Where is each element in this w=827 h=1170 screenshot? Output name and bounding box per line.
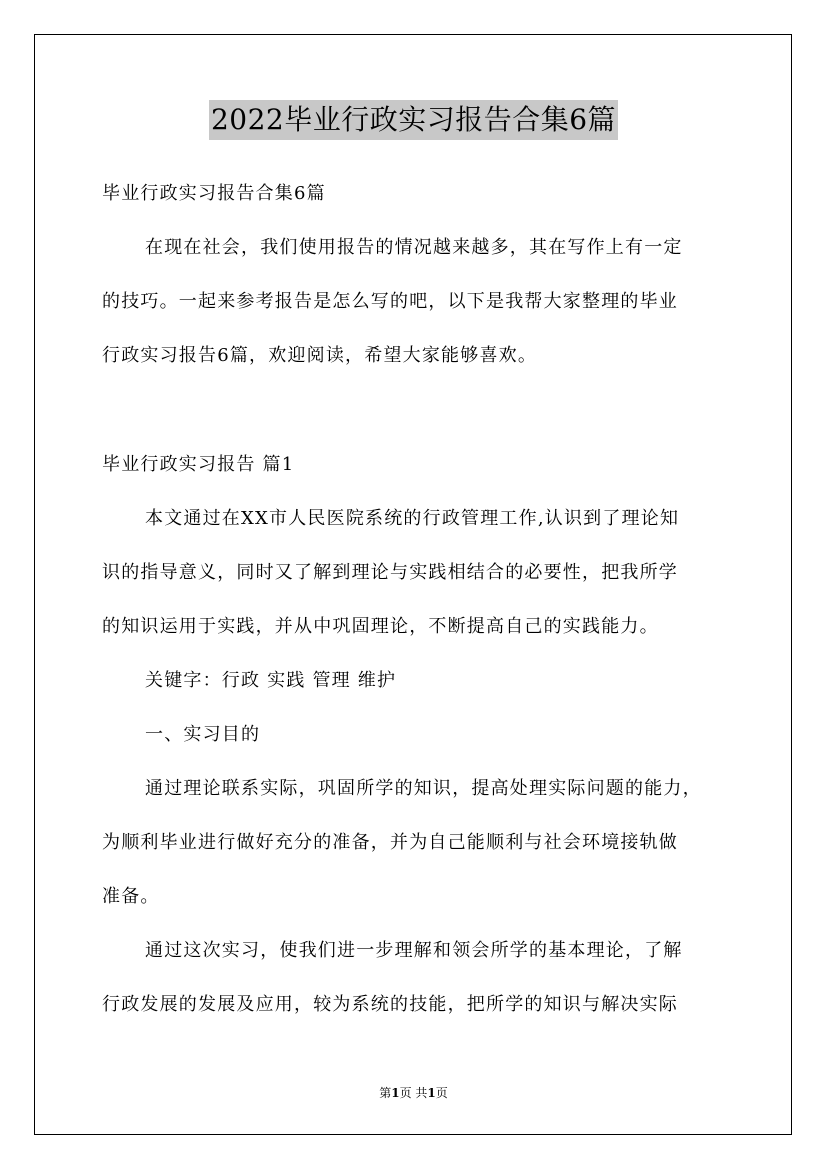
subheading-line: 一、实习目的 xyxy=(145,724,261,745)
document-title: 2022毕业行政实习报告合集6篇 xyxy=(209,100,618,140)
section-heading: 毕业行政实习报告 篇1 xyxy=(102,454,295,475)
footer-prefix: 第 xyxy=(379,1086,392,1100)
keywords-line: 关键字：行政 实践 管理 维护 xyxy=(145,670,397,691)
footer-page-number: 1 xyxy=(391,1086,400,1100)
title-container xyxy=(0,100,827,140)
paragraph-line: 本文通过在XX市人民医院系统的行政管理工作,认识到了理论知 xyxy=(145,508,680,529)
subtitle-line: 毕业行政实习报告合集6篇 xyxy=(102,183,326,204)
paragraph-line: 准备。 xyxy=(102,886,160,907)
paragraph-line: 通过这次实习，使我们进一步理解和领会所学的基本理论，了解 xyxy=(145,940,683,961)
paragraph-line: 的技巧。一起来参考报告是怎么写的吧，以下是我帮大家整理的毕业 xyxy=(102,291,678,312)
paragraph-line: 行政发展的发展及应用，较为系统的技能，把所学的知识与解决实际 xyxy=(102,994,678,1015)
page-footer xyxy=(0,1085,827,1101)
paragraph-line: 为顺利毕业进行做好充分的准备，并为自己能顺利与社会环境接轨做 xyxy=(102,832,678,853)
footer-total-pages: 1 xyxy=(427,1086,436,1100)
paragraph-line: 在现在社会，我们使用报告的情况越来越多，其在写作上有一定 xyxy=(145,237,683,258)
footer-suffix: 页 xyxy=(435,1086,448,1100)
footer-mid: 页 共 xyxy=(399,1086,428,1100)
paragraph-line: 行政实习报告6篇，欢迎阅读，希望大家能够喜欢。 xyxy=(102,345,538,366)
paragraph-line: 通过理论联系实际，巩固所学的知识，提高处理实际问题的能力， xyxy=(145,778,702,799)
paragraph-line: 的知识运用于实践，并从中巩固理论，不断提高自己的实践能力。 xyxy=(102,616,659,637)
paragraph-line: 识的指导意义，同时又了解到理论与实践相结合的必要性，把我所学 xyxy=(102,562,678,583)
